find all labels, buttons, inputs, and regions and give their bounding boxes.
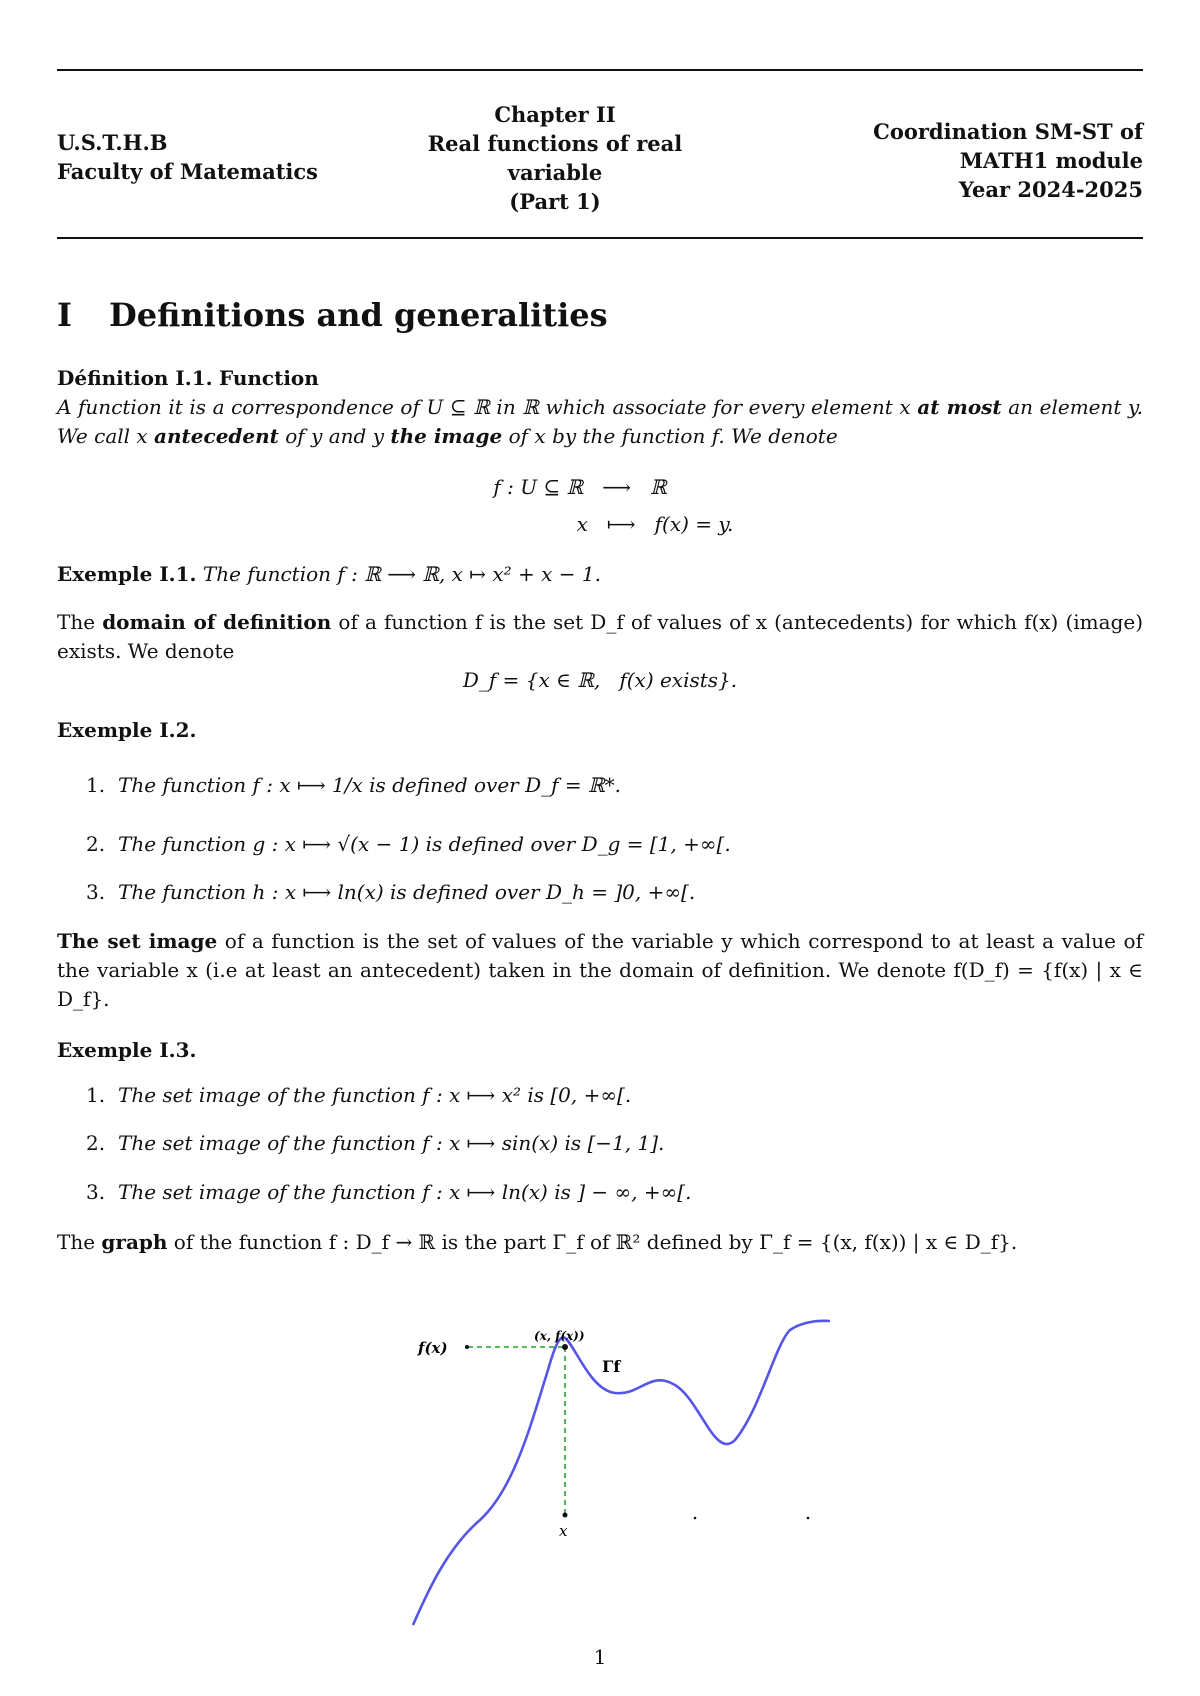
domain-text-1: The [57, 610, 96, 634]
curve-label: Γf [602, 1357, 621, 1376]
definition-label: Définition I.1. [57, 366, 213, 390]
image-emph: The set image [57, 929, 218, 953]
item-number: 2. [86, 832, 106, 856]
example-1-text: The function f : ℝ ⟶ ℝ, x ↦ x² + x − 1. [202, 562, 601, 586]
item-text: The set image of the function f : x ⟼ ln(x) is ] − ∞, +∞[. [118, 1180, 692, 1204]
chapter-part: (Part 1) [509, 189, 601, 214]
item-text: The function g : x ⟼ √(x − 1) is defined over D_g = [1, +∞[. [118, 832, 731, 856]
definition-emph-antecedent: antecedent [154, 424, 279, 448]
coordination-line-1: Coordination SM-ST of [873, 119, 1143, 144]
y-axis-marker [465, 1345, 469, 1349]
item-number: 3. [86, 880, 106, 904]
section-heading: Definitions and generalities [109, 296, 608, 334]
chapter-title-line-2: variable [507, 160, 603, 185]
item-text: The function h : x ⟼ ln(x) is defined over D_h = ]0, +∞[. [118, 880, 696, 904]
definition-name: Function [218, 366, 319, 390]
item-number: 1. [86, 1083, 106, 1107]
y-value-label: f(x) [418, 1339, 448, 1357]
university-name: U.S.T.H.B [57, 130, 168, 155]
domain-text-2: of a function f is the set D_f of values of x (antecedents) for which f(x) (image) exists. We denote [57, 610, 1144, 663]
image-text: of a function is the set of values of the variable y which correspond to at least a value of the variable x (i.e at least an antecedent) taken in the domain of definition. We denote f(D_f) = {f(x) | x ∈ D_f}. [57, 929, 1143, 1011]
x-value-label: x [559, 1522, 568, 1540]
faculty-name: Faculty of Matematics [57, 159, 318, 184]
item-text: The set image of the function f : x ⟼ x² is [0, +∞[. [118, 1083, 632, 1107]
graph-text-1: The [57, 1230, 96, 1254]
definition-emph-image: the image [390, 424, 503, 448]
coordination-line-2: MATH1 module [959, 148, 1143, 173]
domain-formula: D_f = {x ∈ ℝ, f(x) exists}. [462, 668, 738, 692]
academic-year: Year 2024-2025 [958, 177, 1143, 202]
item-text: The function f : x ⟼ 1/x is defined over D_f = ℝ*. [118, 773, 621, 797]
chapter-label: Chapter II [494, 102, 616, 127]
graph-curve [413, 1321, 830, 1625]
example-2-label: Exemple I.2. [57, 718, 197, 742]
domain-emph: domain of definition [102, 610, 332, 634]
item-number: 3. [86, 1180, 106, 1204]
definition-math-line-1: f : U ⊆ ℝ ⟶ ℝ [493, 475, 667, 499]
point-marker [562, 1344, 568, 1350]
point-label: (x, f(x)) [534, 1329, 585, 1343]
x-axis-dot-2 [807, 1517, 810, 1520]
item-text: The set image of the function f : x ⟼ sin(x) is [−1, 1]. [118, 1131, 665, 1155]
graph-emph: graph [101, 1230, 168, 1254]
definition-text-4: of x by the function f. We denote [508, 424, 838, 448]
definition-text-1: A function it is a correspondence of U ⊆ ℝ in ℝ which associate for every element x [57, 395, 911, 419]
graph-text-2: of the function f : D_f → ℝ is the part Γ_f of ℝ² defined by Γ_f = {(x, f(x)) | x ∈ D_f}. [173, 1230, 1018, 1254]
definition-text-3: of y and y [285, 424, 384, 448]
item-number: 1. [86, 773, 106, 797]
definition-math-line-2: x ⟼ f(x) = y. [576, 512, 734, 536]
definition-emph-at-most: at most [917, 395, 1002, 419]
section-number: I [57, 296, 72, 334]
x-axis-marker [563, 1513, 568, 1518]
item-number: 2. [86, 1131, 106, 1155]
chapter-title-line-1: Real functions of real [427, 131, 683, 156]
definition-text-2: an element y. We call x [57, 395, 1144, 448]
x-axis-dot-1 [694, 1517, 697, 1520]
example-1-label: Exemple I.1. [57, 562, 197, 586]
example-3-label: Exemple I.3. [57, 1038, 197, 1062]
page-number: 1 [593, 1645, 607, 1669]
